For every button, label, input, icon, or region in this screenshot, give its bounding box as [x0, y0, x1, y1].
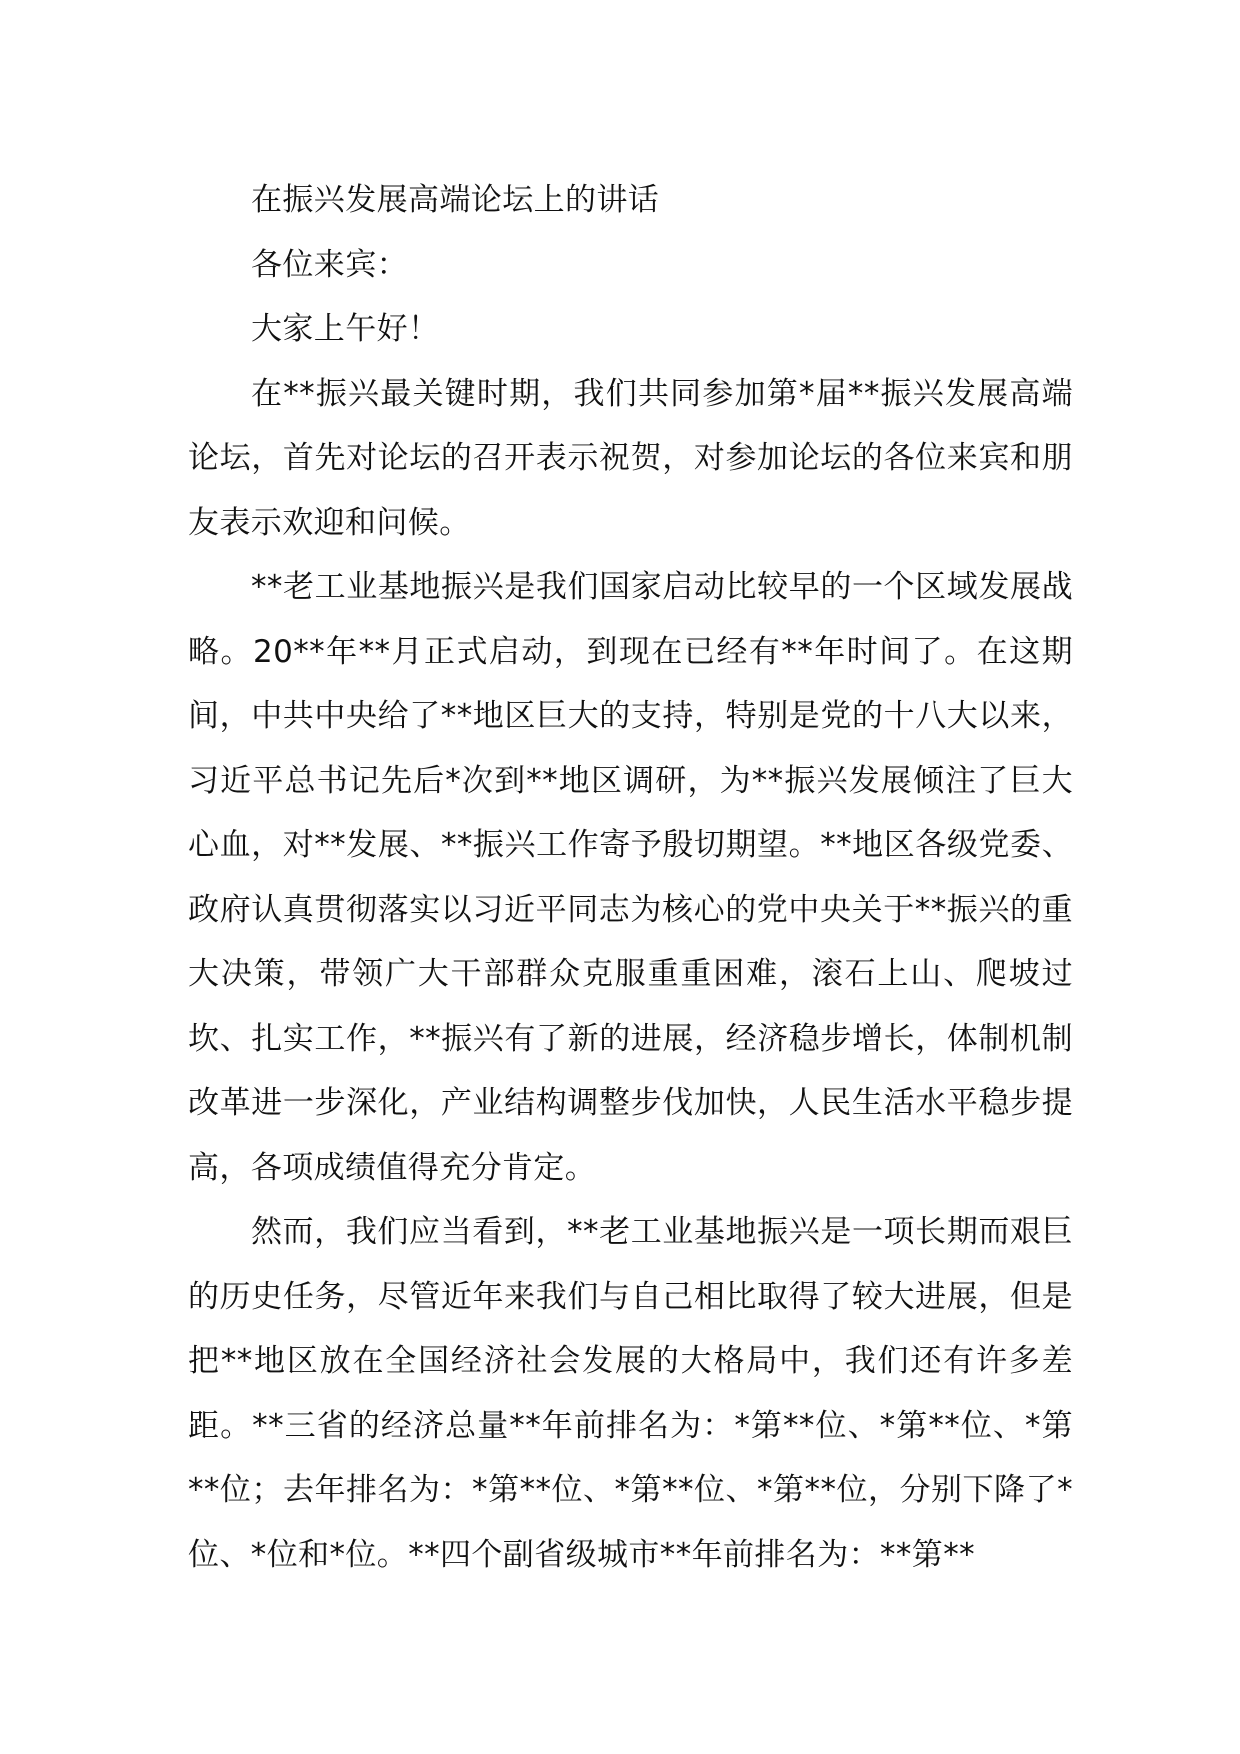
paragraph-gaps: 然而，我们应当看到，**老工业基地振兴是一项长期而艰巨的历史任务，尽管近年来我们与自己相比取得了较大进展，但是把**地区放在全国经济社会发展的大格局中，我们还有许多差距。**三省的经济总量**年前排名为：*第**位、*第**位、*第**位；去年排名为：*第**位、*第**位、*第**位，分别下降了*位、*位和*位。**四个副省级城市**年前排名为：**第**: [188, 1214, 1073, 1573]
paragraph-achievements: **老工业基地振兴是我们国家启动比较早的一个区域发展战略。20**年**月正式启动，到现在已经有**年时间了。在这期间，中共中央给了**地区巨大的支持，特别是党的十八大以来，习近平总书记先后*次到**地区调研，为**振兴发展倾注了巨大心血，对**发展、**振兴工作寄予殷切期望。**地区各级党委、政府认真贯彻落实以习近平同志为核心的党中央关于**振兴的重大决策，带领广大干部群众克服重重困难，滚石上山、爬坡过坎、扎实工作，**振兴有了新的进展，经济稳步增长，体制机制改革进一步深化，产业结构调整步伐加快，人民生活水平稳步提高，各项成绩值得充分肯定。: [188, 569, 1073, 1186]
paragraph-opening: 在**振兴最关键时期，我们共同参加第*届**振兴发展高端论坛，首先对论坛的召开表示祝贺，对参加论坛的各位来宾和朋友表示欢迎和问候。: [188, 375, 1073, 541]
greeting: 大家上午好！: [251, 311, 440, 347]
document-body: [188, 168, 1073, 1587]
document-title: 在振兴发展高端论坛上的讲话: [251, 182, 660, 218]
salutation: 各位来宾：: [251, 246, 408, 283]
